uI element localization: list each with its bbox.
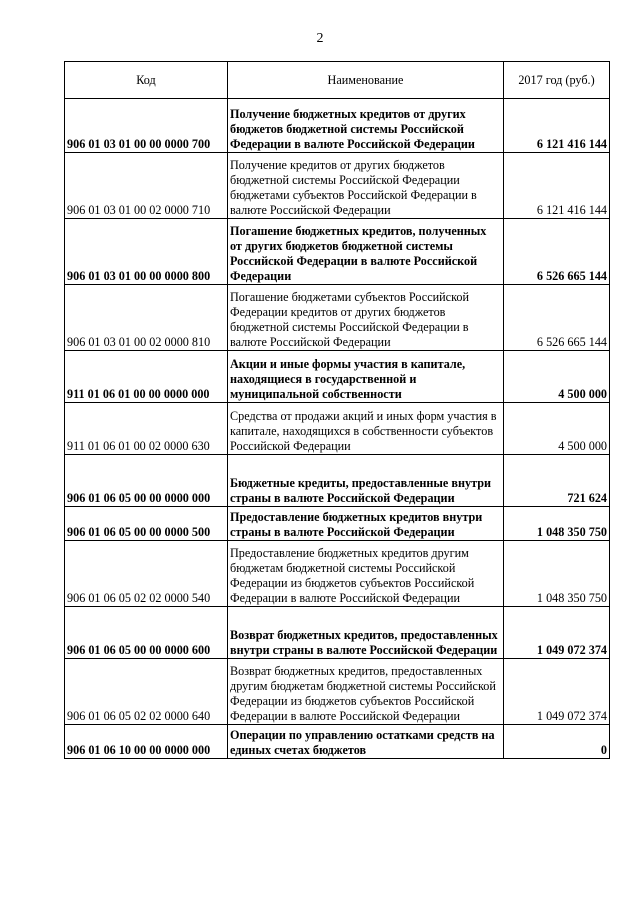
row-name: Предоставление бюджетных кредитов внутри страны в валюте Российской Федерации (228, 507, 504, 541)
table-row (65, 659, 610, 725)
header-code: Код (65, 62, 228, 99)
row-amount: 4 500 000 (504, 403, 610, 455)
table-row (65, 153, 610, 219)
row-name: Операции по управлению остатками средств на единых счетах бюджетов (228, 725, 504, 759)
table-row (65, 541, 610, 607)
table-row (65, 285, 610, 351)
table-row (65, 99, 610, 153)
row-name: Предоставление бюджетных кредитов другим бюджетам бюджетной системы Российской Федерации из бюджетов субъектов Российской Федерации в валюте Российской Федерации (228, 541, 504, 607)
row-name: Бюджетные кредиты, предоставленные внутри страны в валюте Российской Федерации (228, 455, 504, 507)
row-amount: 1 049 072 374 (504, 607, 610, 659)
header-amount: 2017 год (руб.) (504, 62, 610, 99)
row-amount: 4 500 000 (504, 351, 610, 403)
table-row (65, 507, 610, 541)
table-row (65, 455, 610, 507)
table-row (65, 403, 610, 455)
row-amount: 1 048 350 750 (504, 541, 610, 607)
row-code: 906 01 06 05 00 00 0000 500 (65, 507, 228, 541)
row-amount: 1 049 072 374 (504, 659, 610, 725)
row-code: 906 01 06 05 02 02 0000 540 (65, 541, 228, 607)
row-code: 911 01 06 01 00 02 0000 630 (65, 403, 228, 455)
row-amount: 0 (504, 725, 610, 759)
row-code: 906 01 03 01 00 02 0000 810 (65, 285, 228, 351)
page-number: 2 (316, 31, 324, 46)
row-amount: 1 048 350 750 (504, 507, 610, 541)
table-header-row (65, 62, 610, 99)
row-amount: 6 121 416 144 (504, 153, 610, 219)
row-name: Возврат бюджетных кредитов, предоставленных внутри страны в валюте Российской Федерации (228, 607, 504, 659)
row-name: Акции и иные формы участия в капитале, находящиеся в государственной и муниципальной собственности (228, 351, 504, 403)
row-code: 906 01 03 01 00 00 0000 800 (65, 219, 228, 285)
row-code: 906 01 06 10 00 00 0000 000 (65, 725, 228, 759)
table-row (65, 219, 610, 285)
row-code: 906 01 06 05 00 00 0000 600 (65, 607, 228, 659)
row-amount: 6 121 416 144 (504, 99, 610, 153)
row-name: Получение бюджетных кредитов от других бюджетов бюджетной системы Российской Федерации в валюте Российской Федерации (228, 99, 504, 153)
table-body (65, 99, 610, 759)
row-name: Получение кредитов от других бюджетов бюджетной системы Российской Федерации бюджетами субъектов Российской Федерации в валюте Российской Федерации (228, 153, 504, 219)
row-amount: 721 624 (504, 455, 610, 507)
header-name: Наименование (228, 62, 504, 99)
row-code: 911 01 06 01 00 00 0000 000 (65, 351, 228, 403)
table-row (65, 725, 610, 759)
row-amount: 6 526 665 144 (504, 219, 610, 285)
row-name: Погашение бюджетных кредитов, полученных от других бюджетов бюджетной системы Российской Федерации в валюте Российской Федерации (228, 219, 504, 285)
table-row (65, 351, 610, 403)
row-code: 906 01 03 01 00 02 0000 710 (65, 153, 228, 219)
table-row (65, 607, 610, 659)
row-code: 906 01 03 01 00 00 0000 700 (65, 99, 228, 153)
row-amount: 6 526 665 144 (504, 285, 610, 351)
row-code: 906 01 06 05 00 00 0000 000 (65, 455, 228, 507)
row-code: 906 01 06 05 02 02 0000 640 (65, 659, 228, 725)
row-name: Средства от продажи акций и иных форм участия в капитале, находящихся в собственности субъектов Российской Федерации (228, 403, 504, 455)
budget-sources-table (64, 61, 610, 759)
row-name: Возврат бюджетных кредитов, предоставленных другим бюджетам бюджетной системы Российской Федерации из бюджетов субъектов Российской Федерации в валюте Российской Федерации (228, 659, 504, 725)
row-name: Погашение бюджетами субъектов Российской Федерации кредитов от других бюджетов бюджетной системы Российской Федерации в валюте Российской Федерации (228, 285, 504, 351)
